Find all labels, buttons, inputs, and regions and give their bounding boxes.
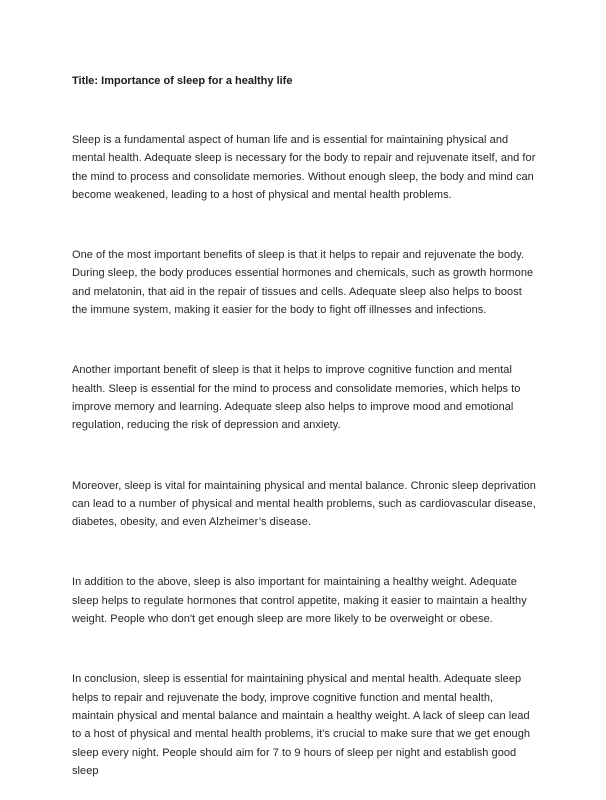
paragraph-cognitive-function: Another important benefit of sleep is that it helps to improve cognitive function and mental health. Sleep is essential for the mind to process and consolidate memories, which helps to improve memory and learning. Adequate sleep also helps to improve mood and emotional regulation, reducing the risk of depression and anxiety. xyxy=(72,364,521,432)
paragraph-balance: Moreover, sleep is vital for maintaining physical and mental balance. Chronic sleep deprivation can lead to a number of physical and mental health problems, such as cardiovascular disease, diabetes, obesity, and even Alzheimer’s disease. xyxy=(72,479,536,529)
document-title: Title: Importance of sleep for a healthy life xyxy=(72,75,293,87)
paragraph-body-repair: One of the most important benefits of sleep is that it helps to repair and rejuvenate the body. During sleep, the body produces essential hormones and chemicals, such as growth hormone and melatonin, that aid in the repair of tissues and cells. Adequate sleep also helps to boost the immune system, making it easier for the body to fight off illnesses and infections. xyxy=(72,249,534,317)
paragraph-healthy-weight: In addition to the above, sleep is also important for maintaining a healthy weight. Adequate sleep helps to regulate hormones that control appetite, making it easier to maintain a healthy weight. People who don't get enough sleep are more likely to be overweight or obese. xyxy=(72,576,527,626)
paragraph-introduction: Sleep is a fundamental aspect of human life and is essential for maintaining physical and mental health. Adequate sleep is necessary for the body to repair and rejuvenate itself, and for the mind to process and consolidate memories. Without enough sleep, the body and mind can become weakened, leading to a host of physical and mental health problems. xyxy=(72,134,536,201)
paragraph-conclusion: In conclusion, sleep is essential for maintaining physical and mental health. Adequate sleep helps to repair and rejuvenate the body, improve cognitive function and mental health, maintain physical and mental balance and maintain a healthy weight. A lack of sleep can lead to a host of physical and mental health problems, it's crucial to make sure that we get enough sleep every night. People should aim for 7 to 9 hours of sleep per night and establish good sleep xyxy=(72,673,531,777)
